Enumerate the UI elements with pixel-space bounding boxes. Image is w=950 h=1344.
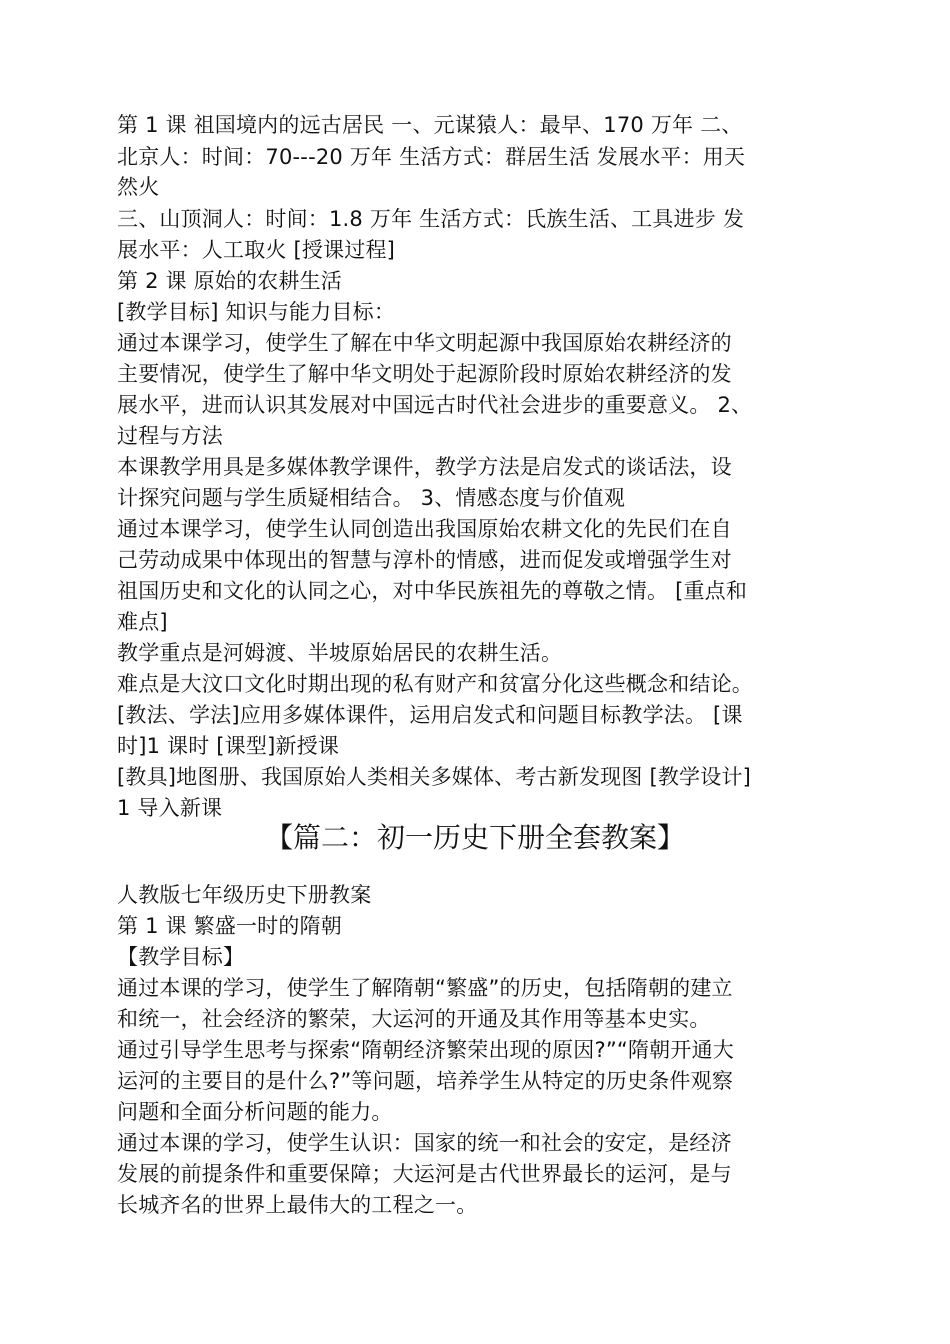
text-line: 和统一，社会经济的繁荣，大运河的开通及其作用等基本史实。	[117, 1007, 711, 1031]
text-line: 通过本课学习，使学生认同创造出我国原始农耕文化的先民们在自	[117, 517, 732, 541]
text-line: 发展的前提条件和重要保障；大运河是古代世界最长的运河，是与	[117, 1162, 732, 1186]
section-heading: 【篇二：初一历史下册全套教案】	[264, 821, 685, 854]
text-line: 己劳动成果中体现出的智慧与淳朴的情感，进而促发或增强学生对	[117, 548, 732, 572]
text-line: 展水平，进而认识其发展对中国远古时代社会进步的重要意义。 2、	[117, 393, 753, 417]
text-line: 通过本课学习，使学生了解在中华文明起源中我国原始农耕经济的	[117, 331, 732, 355]
text-line: 计探究问题与学生质疑相结合。 3、情感态度与价值观	[117, 486, 626, 510]
text-line: 教学重点是河姆渡、半坡原始居民的农耕生活。	[117, 641, 563, 665]
lesson-title: 第 2 课 原始的农耕生活	[117, 269, 342, 293]
text-line: 1 导入新课	[117, 796, 223, 820]
text-line: [教学目标] 知识与能力目标：	[117, 300, 396, 324]
text-line: 北京人：时间：70---20 万年 生活方式：群居生活 发展水平：用天	[117, 145, 746, 169]
text-line: [教法、学法]应用多媒体课件，运用启发式和问题目标教学法。 [课	[117, 703, 743, 727]
text-line: 过程与方法	[117, 424, 223, 448]
text-line: 长城齐名的世界上最伟大的工程之一。	[117, 1193, 478, 1217]
text-line: 通过本课的学习，使学生认识：国家的统一和社会的安定，是经济	[117, 1131, 732, 1155]
text-line: 本课教学用具是多媒体教学课件，教学方法是启发式的谈话法，设	[117, 455, 732, 479]
text-line: 运河的主要目的是什么?”等问题，培养学生从特定的历史条件观察	[117, 1069, 734, 1093]
text-line: 通过本课的学习，使学生了解隋朝“繁盛”的历史，包括隋朝的建立	[117, 976, 733, 1000]
text-line: 【教学目标】	[117, 945, 245, 969]
text-line: 三、山顶洞人：时间：1.8 万年 生活方式：氏族生活、工具进步 发	[117, 207, 745, 231]
text-line: 难点]	[117, 610, 168, 634]
text-line: 第 1 课 祖国境内的远古居民 一、元谋猿人：最早、170 万年 二、	[117, 113, 743, 137]
text-line: [教具]地图册、我国原始人类相关多媒体、考古新发现图 [教学设计]	[117, 765, 752, 789]
text-line: 时]1 课时 [课型]新授课	[117, 734, 340, 758]
text-line: 主要情况，使学生了解中华文明处于起源阶段时原始农耕经济的发	[117, 362, 732, 386]
lesson-title: 第 1 课 繁盛一时的隋朝	[117, 914, 342, 938]
text-line: 通过引导学生思考与探索“隋朝经济繁荣出现的原因?”“隋朝开通大	[117, 1038, 734, 1062]
text-line: 祖国历史和文化的认同之心，对中华民族祖先的尊敬之情。 [重点和	[117, 579, 748, 603]
text-line: 展水平：人工取火 [授课过程]	[117, 238, 396, 262]
text-line: 问题和全面分析问题的能力。	[117, 1100, 393, 1124]
text-line: 人教版七年级历史下册教案	[117, 883, 372, 907]
text-line: 然火	[117, 175, 160, 199]
text-line: 难点是大汶口文化时期出现的私有财产和贫富分化这些概念和结论。	[117, 672, 753, 696]
